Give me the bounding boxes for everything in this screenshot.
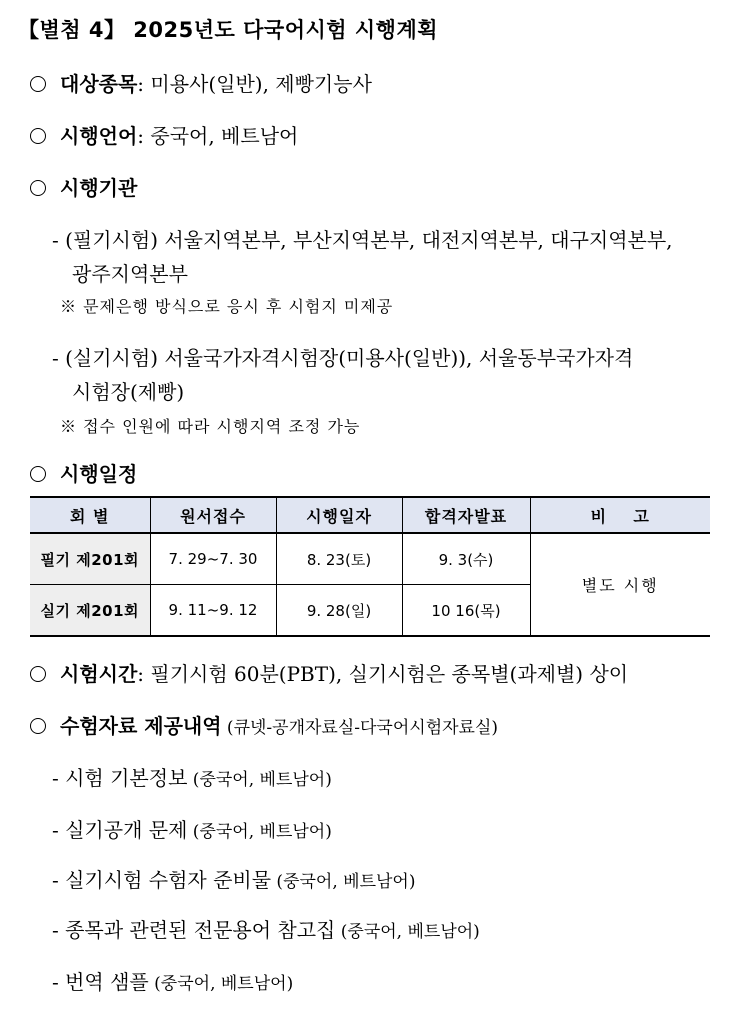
section-label: 시행일정	[60, 462, 138, 486]
header-remark: 비 고	[530, 497, 710, 533]
section-text: (큐넷-공개자료실-다국어시험자료실)	[221, 718, 499, 738]
header-round: 회 별	[30, 497, 150, 533]
section-label: 시행언어	[60, 124, 138, 148]
item-lang: (중국어, 베트남어)	[187, 770, 332, 790]
result-cell: 10 16(목)	[402, 585, 530, 637]
section-time	[30, 658, 628, 687]
circle-bullet-icon	[30, 128, 46, 144]
item-lang: (중국어, 베트남어)	[335, 922, 480, 942]
schedule-table	[30, 496, 710, 637]
header-apply: 원서접수	[150, 497, 276, 533]
section-label: 대상종목	[60, 72, 138, 96]
item-lang: (중국어, 베트남어)	[148, 974, 294, 994]
section-agency	[30, 172, 137, 201]
circle-bullet-icon	[30, 180, 46, 196]
item-main: - 실기공개 문제	[52, 818, 188, 842]
list-item	[52, 762, 332, 791]
item-lang: (중국어, 베트남어)	[187, 822, 332, 842]
result-cell: 9. 3(수)	[402, 533, 530, 585]
circle-bullet-icon	[30, 466, 46, 482]
item-main: - 실기시험 수험자 준비물	[52, 868, 272, 892]
section-label: 시험시간	[60, 662, 138, 686]
list-item	[52, 814, 332, 843]
page-title: 【별첨 4】 2025년도 다국어시험 시행계획	[18, 18, 439, 42]
exam-cell: 9. 28(일)	[276, 585, 402, 637]
agency-written-line1: - (필기시험) 서울지역본부, 부산지역본부, 대전지역본부, 대구지역본부,	[52, 228, 673, 252]
list-item	[52, 864, 415, 893]
circle-bullet-icon	[30, 76, 46, 92]
item-lang: (중국어, 베트남어)	[271, 872, 416, 892]
agency-written-note: ※ 문제은행 방식으로 응시 후 시험지 미제공	[60, 297, 394, 316]
list-item	[52, 966, 293, 995]
apply-cell: 7. 29~7. 30	[150, 533, 276, 585]
item-main: - 번역 샘플	[52, 970, 149, 994]
section-text: : 미용사(일반), 제빵기능사	[137, 72, 372, 96]
section-label: 수험자료 제공내역	[60, 714, 222, 738]
header-exam: 시행일자	[276, 497, 402, 533]
table-header-row	[30, 497, 710, 533]
round-cell: 필기 제201회	[30, 533, 150, 585]
remark-cell: 별도 시행	[530, 533, 710, 636]
section-schedule	[30, 458, 137, 487]
section-materials	[30, 710, 498, 739]
apply-cell: 9. 11~9. 12	[150, 585, 276, 637]
list-item	[52, 914, 480, 943]
section-text: : 중국어, 베트남어	[137, 124, 299, 148]
agency-written-line2: 광주지역본부	[72, 262, 188, 286]
agency-practical-line2: 시험장(제빵)	[72, 380, 185, 404]
header-result: 합격자발표	[402, 497, 530, 533]
table-row	[30, 533, 710, 585]
exam-cell: 8. 23(토)	[276, 533, 402, 585]
item-main: - 종목과 관련된 전문용어 참고집	[52, 918, 336, 942]
section-label: 시행기관	[60, 176, 138, 200]
section-language	[30, 120, 298, 149]
section-text: : 필기시험 60분(PBT), 실기시험은 종목별(과제별) 상이	[137, 662, 629, 686]
item-main: - 시험 기본정보	[52, 766, 188, 790]
circle-bullet-icon	[30, 718, 46, 734]
agency-practical-line1: - (실기시험) 서울국가자격시험장(미용사(일반)), 서울동부국가자격	[52, 346, 634, 370]
section-target	[30, 68, 372, 97]
agency-practical-note: ※ 접수 인원에 따라 시행지역 조정 가능	[60, 417, 361, 436]
circle-bullet-icon	[30, 666, 46, 682]
round-cell: 실기 제201회	[30, 585, 150, 637]
